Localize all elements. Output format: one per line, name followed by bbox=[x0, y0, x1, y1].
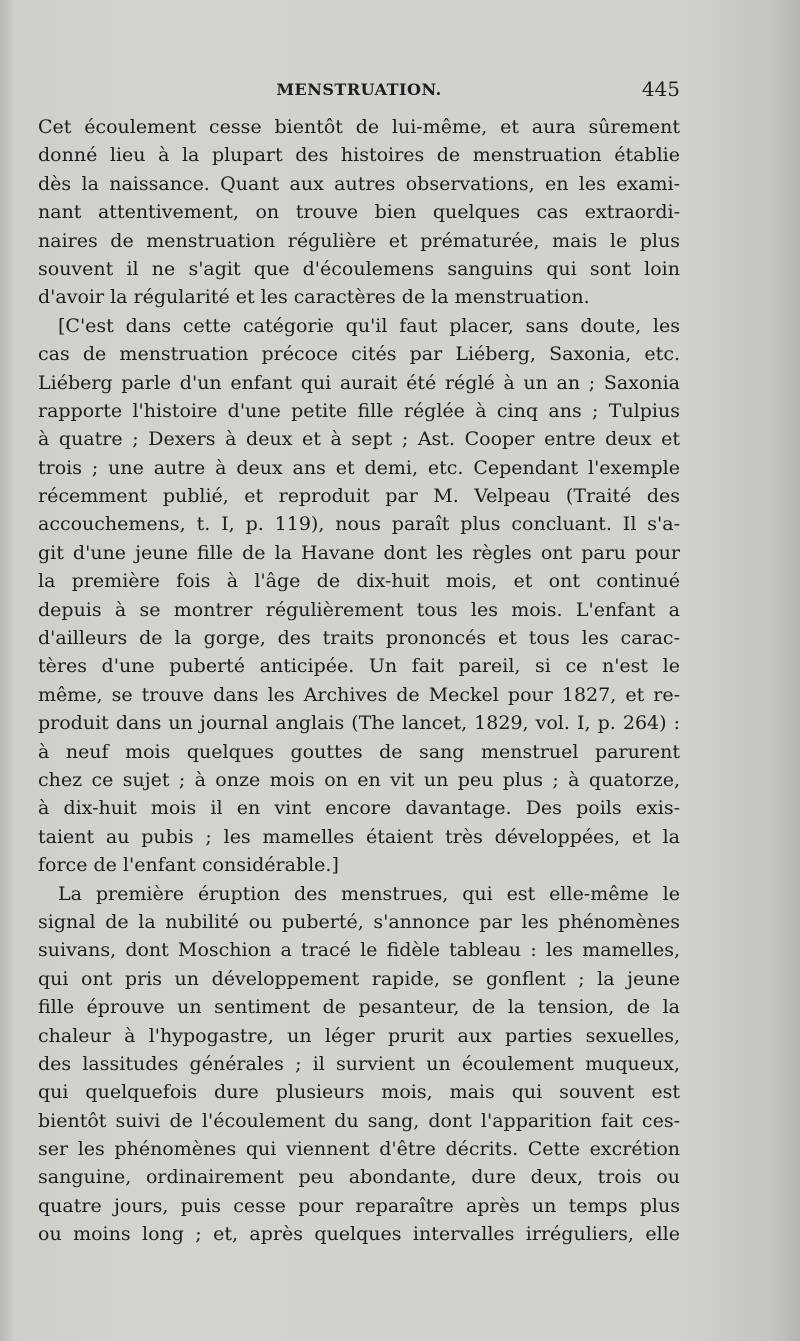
text-line: d'avoir la régularité et les caractères de la menstruation. bbox=[38, 286, 590, 309]
text-line: à neuf mois quelques gouttes de sang menstruel parurent bbox=[38, 740, 680, 763]
text-line: depuis à se montrer régulièrement tous les mois. L'enfant a bbox=[38, 598, 680, 621]
text-line: Liéberg parle d'un enfant qui aurait été réglé à un an ; Saxonia bbox=[38, 371, 680, 394]
text-line: à quatre ; Dexers à deux et à sept ; Ast. Cooper entre deux et bbox=[38, 428, 680, 451]
text-line: accouchemens, t. I, p. 119), nous paraît plus concluant. Il s'a- bbox=[38, 513, 680, 536]
text-line: suivans, dont Moschion a tracé le fidèle tableau : les mamelles, bbox=[38, 939, 680, 962]
text-line: git d'une jeune fille de la Havane dont les règles ont paru pour bbox=[38, 541, 680, 564]
text-line: ou moins long ; et, après quelques intervalles irréguliers, elle bbox=[38, 1223, 680, 1246]
text-line: Cet écoulement cesse bientôt de lui-même, et aura sûrement bbox=[38, 116, 680, 138]
page-number: 445 bbox=[641, 77, 680, 101]
text-line: force de l'enfant considérable.] bbox=[38, 854, 339, 877]
text-line: récemment publié, et reproduit par M. Velpeau (Traité des bbox=[38, 485, 680, 508]
text-line: chaleur à l'hypogastre, un léger prurit aux parties sexuelles, bbox=[38, 1024, 680, 1047]
text-line: naires de menstruation régulière et prématurée, mais le plus bbox=[38, 229, 680, 252]
text-line: bientôt suivi de l'écoulement du sang, dont l'apparition fait ces- bbox=[38, 1109, 680, 1132]
running-title: MENSTRUATION. bbox=[276, 80, 442, 99]
text-line: d'ailleurs de la gorge, des traits prononcés et tous les carac- bbox=[38, 627, 680, 650]
text-line: quatre jours, puis cesse pour reparaître après un temps plus bbox=[38, 1194, 680, 1217]
text-line: cas de menstruation précoce cités par Liéberg, Saxonia, etc. bbox=[38, 343, 680, 366]
text-line: souvent il ne s'agit que d'écoulemens sanguins qui sont loin bbox=[38, 257, 680, 280]
text-line: donné lieu à la plupart des histoires de menstruation établie bbox=[38, 144, 680, 167]
text-line: la première fois à l'âge de dix-huit mois, et ont continué bbox=[38, 570, 680, 593]
text-line: produit dans un journal anglais (The lancet, 1829, vol. I, p. 264) : bbox=[38, 712, 680, 735]
text-line: nant attentivement, on trouve bien quelques cas extraordi- bbox=[38, 201, 680, 224]
page-header bbox=[38, 77, 680, 107]
text-line: sanguine, ordinairement peu abondante, dure deux, trois ou bbox=[38, 1166, 680, 1189]
text-line: dès la naissance. Quant aux autres observations, en les exami- bbox=[38, 172, 680, 195]
text-line: ser les phénomènes qui viennent d'être décrits. Cette excrétion bbox=[38, 1138, 680, 1161]
text-line: des lassitudes générales ; il survient un écoulement muqueux, bbox=[38, 1052, 680, 1075]
text-line: trois ; une autre à deux ans et demi, etc. Cependant l'exemple bbox=[38, 456, 680, 479]
text-line: chez ce sujet ; à onze mois on en vit un peu plus ; à quatorze, bbox=[38, 768, 680, 791]
text-line: taient au pubis ; les mamelles étaient très développées, et la bbox=[38, 825, 680, 848]
text-line: qui ont pris un développement rapide, se gonflent ; la jeune bbox=[38, 967, 680, 990]
text-line: [C'est dans cette catégorie qu'il faut placer, sans doute, les bbox=[58, 314, 680, 337]
text-line: La première éruption des menstrues, qui est elle-même le bbox=[58, 882, 680, 905]
text-line: même, se trouve dans les Archives de Meckel pour 1827, et re- bbox=[38, 683, 680, 706]
text-line: rapporte l'histoire d'une petite fille réglée à cinq ans ; Tulpius bbox=[38, 399, 680, 422]
text-line: fille éprouve un sentiment de pesanteur, de la tension, de la bbox=[38, 996, 680, 1019]
text-line: signal de la nubilité ou puberté, s'annonce par les phénomènes bbox=[38, 910, 680, 933]
body-text bbox=[38, 113, 680, 1249]
text-line: tères d'une puberté anticipée. Un fait pareil, si ce n'est le bbox=[38, 655, 680, 678]
text-line: qui quelquefois dure plusieurs mois, mais qui souvent est bbox=[38, 1081, 680, 1104]
text-line: à dix-huit mois il en vint encore davantage. Des poils exis- bbox=[38, 797, 680, 820]
